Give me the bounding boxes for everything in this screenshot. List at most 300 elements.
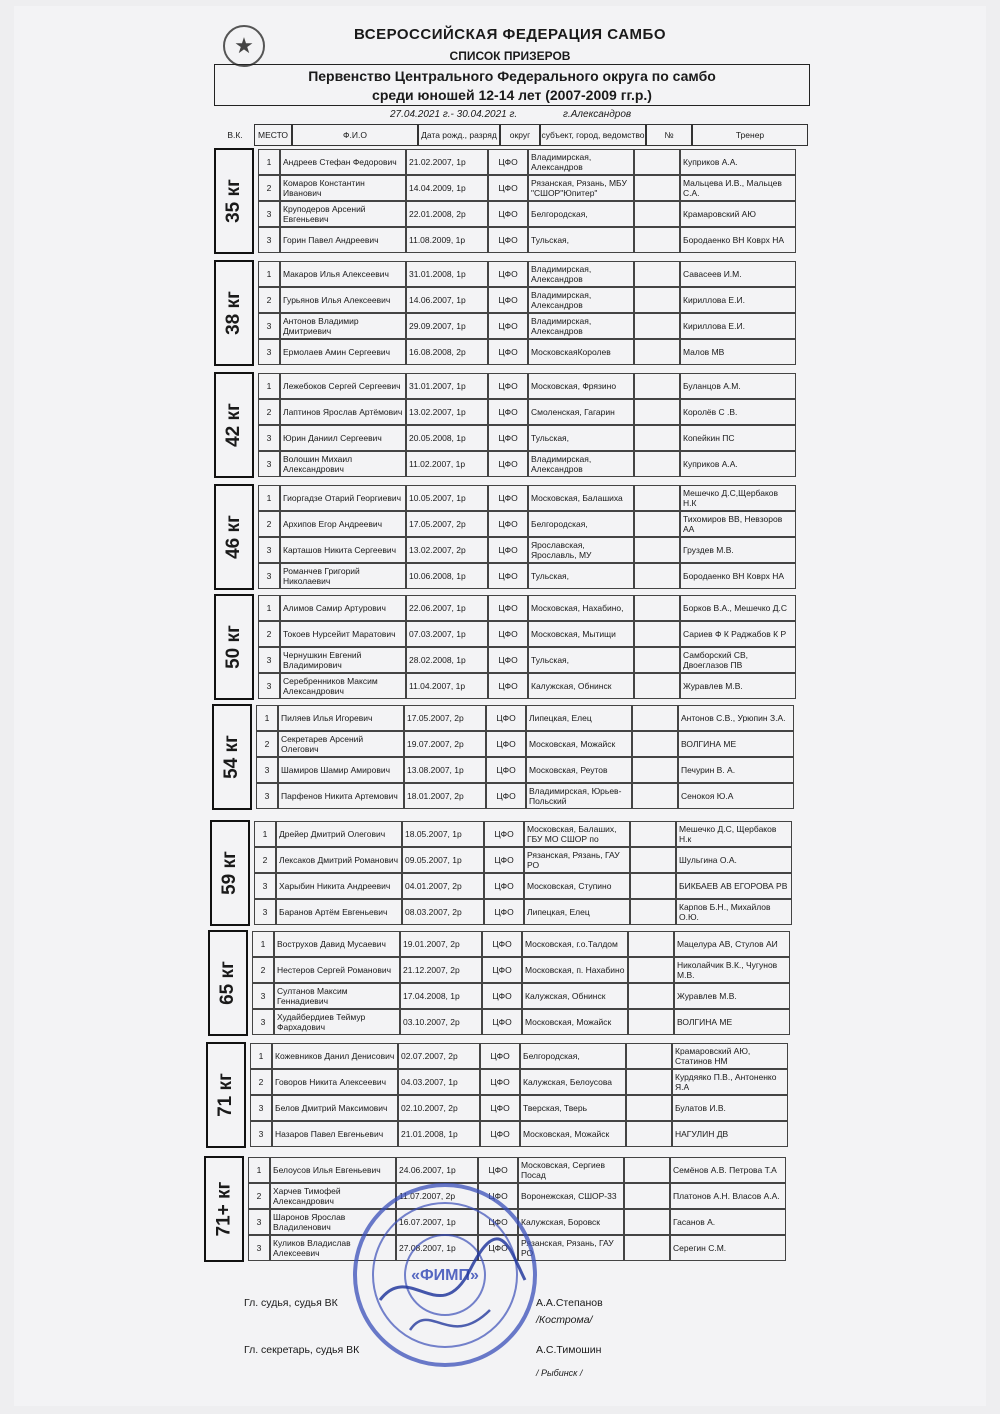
- cell-coach: БИКБАЕВ АВ ЕГОРОВА РВ: [676, 873, 792, 899]
- cell-place: 3: [256, 757, 278, 783]
- cell-coach: Самборский СВ, Двоеглазов ПВ: [680, 647, 796, 673]
- cell-birth-date: 16.08.2008, 2р: [406, 339, 488, 365]
- chief-judge-label: Гл. судья, судья ВК: [244, 1297, 338, 1309]
- cell-subject: Московская, Сергиев Посад: [518, 1157, 624, 1183]
- cell-okrug: ЦФО: [478, 1209, 518, 1235]
- cell-number: [632, 783, 678, 809]
- cell-number: [628, 1009, 674, 1035]
- cell-place: 2: [256, 731, 278, 757]
- cell-birth-date: 04.03.2007, 1р: [398, 1069, 480, 1095]
- cell-subject: Тульская,: [528, 425, 634, 451]
- cell-place: 3: [258, 339, 280, 365]
- weight-category-label: 71+ кг: [213, 1181, 234, 1237]
- cell-place: 3: [248, 1235, 270, 1261]
- weight-category-box: [214, 484, 254, 590]
- cell-number: [634, 563, 680, 589]
- cell-subject: Московская, Реутов: [526, 757, 632, 783]
- cell-number: [624, 1183, 670, 1209]
- cell-number: [634, 673, 680, 699]
- weight-category-box: [208, 930, 248, 1036]
- cell-coach: Бородаенко ВН Коврх НА: [680, 227, 796, 253]
- cell-number: [634, 537, 680, 563]
- cell-coach: Савасеев И.М.: [680, 261, 796, 287]
- cell-fio: Архипов Егор Андреевич: [280, 511, 406, 537]
- cell-place: 1: [258, 149, 280, 175]
- cell-number: [634, 425, 680, 451]
- cell-coach: Гасанов А.: [670, 1209, 786, 1235]
- chief-judge-city: /Кострома/: [536, 1314, 593, 1326]
- cell-coach: Журавлев М.В.: [674, 983, 790, 1009]
- cell-number: [634, 399, 680, 425]
- cell-okrug: ЦФО: [484, 821, 524, 847]
- cell-okrug: ЦФО: [486, 731, 526, 757]
- cell-subject: Владимирская, Александров: [528, 149, 634, 175]
- cell-birth-date: 02.10.2007, 2р: [398, 1095, 480, 1121]
- cell-fio: Гурьянов Илья Алексеевич: [280, 287, 406, 313]
- cell-place: 3: [258, 451, 280, 477]
- cell-subject: Владимирская, Александров: [528, 313, 634, 339]
- competition-dates: 27.04.2021 г.- 30.04.2021 г.: [390, 109, 518, 120]
- cell-subject: Ярославская, Ярославль, МУ: [528, 537, 634, 563]
- cell-okrug: ЦФО: [488, 451, 528, 477]
- cell-place: 2: [258, 287, 280, 313]
- column-header-number: №: [646, 124, 692, 146]
- cell-coach: Шульгина О.А.: [676, 847, 792, 873]
- cell-subject: Московская, Балаших, ГБУ МО СШОР по: [524, 821, 630, 847]
- cell-birth-date: 11.02.2007, 1р: [406, 451, 488, 477]
- cell-subject: Калужская, Обнинск: [522, 983, 628, 1009]
- cell-okrug: ЦФО: [488, 673, 528, 699]
- cell-subject: Московская, Балашиха: [528, 485, 634, 511]
- cell-place: 3: [250, 1121, 272, 1147]
- cell-number: [634, 261, 680, 287]
- cell-fio: Чернушкин Евгений Владимирович: [280, 647, 406, 673]
- cell-coach: Куприков А.А.: [680, 149, 796, 175]
- cell-fio: Гиоргадзе Отарий Георгиевич: [280, 485, 406, 511]
- cell-okrug: ЦФО: [488, 425, 528, 451]
- cell-okrug: ЦФО: [488, 595, 528, 621]
- cell-coach: Журавлев М.В.: [680, 673, 796, 699]
- cell-coach: Куприков А.А.: [680, 451, 796, 477]
- cell-fio: Белоусов Илья Евгеньевич: [270, 1157, 396, 1183]
- cell-place: 3: [258, 673, 280, 699]
- weight-category-label: 42 кг: [223, 403, 244, 447]
- weight-category-box: [206, 1042, 246, 1148]
- cell-birth-date: 29.09.2007, 1р: [406, 313, 488, 339]
- cell-fio: Токоев Нурсейит Маратович: [280, 621, 406, 647]
- cell-subject: Тульская,: [528, 227, 634, 253]
- cell-number: [634, 339, 680, 365]
- cell-number: [626, 1069, 672, 1095]
- cell-okrug: ЦФО: [486, 783, 526, 809]
- cell-number: [634, 595, 680, 621]
- column-header-place: МЕСТО: [254, 124, 292, 146]
- cell-okrug: ЦФО: [488, 227, 528, 253]
- cell-number: [634, 287, 680, 313]
- cell-birth-date: 13.02.2007, 1р: [406, 399, 488, 425]
- cell-coach: Печурин В. А.: [678, 757, 794, 783]
- cell-number: [624, 1157, 670, 1183]
- cell-birth-date: 08.03.2007, 2р: [402, 899, 484, 925]
- cell-fio: Ермолаев Амин Сергеевич: [280, 339, 406, 365]
- cell-coach: Карпов Б.Н., Михайлов О.Ю.: [676, 899, 792, 925]
- cell-place: 3: [258, 313, 280, 339]
- cell-subject: Владимирская, Александров: [528, 287, 634, 313]
- cell-birth-date: 17.04.2008, 1р: [400, 983, 482, 1009]
- cell-fio: Белов Дмитрий Максимович: [272, 1095, 398, 1121]
- cell-subject: Калужская, Боровск: [518, 1209, 624, 1235]
- cell-subject: Владимирская, Александров: [528, 261, 634, 287]
- cell-subject: Владимирская, Александров: [528, 451, 634, 477]
- weight-category-box: [214, 372, 254, 478]
- weight-category-label: 71 кг: [215, 1073, 236, 1117]
- cell-place: 1: [250, 1043, 272, 1069]
- cell-coach: Курдяяко П.В., Антоненко Я.А: [672, 1069, 788, 1095]
- cell-fio: Горин Павел Андреевич: [280, 227, 406, 253]
- cell-okrug: ЦФО: [482, 1009, 522, 1035]
- weight-category-box: [214, 148, 254, 254]
- cell-place: 3: [258, 201, 280, 227]
- cell-okrug: ЦФО: [478, 1235, 518, 1261]
- cell-subject: Белгородская,: [528, 201, 634, 227]
- cell-coach: Буланцов А.М.: [680, 373, 796, 399]
- cell-subject: МосковскаяКоролев: [528, 339, 634, 365]
- cell-okrug: ЦФО: [482, 931, 522, 957]
- cell-coach: Семёнов А.В. Петрова Т.А: [670, 1157, 786, 1183]
- cell-birth-date: 31.01.2007, 1р: [406, 373, 488, 399]
- cell-subject: Московская, Мытищи: [528, 621, 634, 647]
- cell-coach: Малов МВ: [680, 339, 796, 365]
- weight-category-label: 46 кг: [223, 515, 244, 559]
- cell-place: 3: [252, 983, 274, 1009]
- cell-number: [624, 1209, 670, 1235]
- cell-fio: Шаронов Ярослав Владиленович: [270, 1209, 396, 1235]
- sambo-federation-emblem-icon: ★: [223, 25, 265, 67]
- cell-birth-date: 18.05.2007, 1р: [402, 821, 484, 847]
- weight-category-label: 65 кг: [217, 961, 238, 1005]
- competition-title-box: [214, 64, 810, 106]
- cell-okrug: ЦФО: [488, 201, 528, 227]
- cell-place: 1: [258, 373, 280, 399]
- cell-place: 2: [258, 621, 280, 647]
- cell-okrug: ЦФО: [484, 899, 524, 925]
- cell-number: [626, 1043, 672, 1069]
- cell-number: [628, 931, 674, 957]
- cell-number: [634, 485, 680, 511]
- cell-number: [634, 511, 680, 537]
- cell-coach: Сариев Ф К Раджабов К Р: [680, 621, 796, 647]
- cell-fio: Волошин Михаил Александрович: [280, 451, 406, 477]
- cell-subject: Воронежская, СШОР-33: [518, 1183, 624, 1209]
- cell-okrug: ЦФО: [488, 175, 528, 201]
- competition-title-line2: среди юношей 12-14 лет (2007-2009 гг.р.): [372, 87, 652, 103]
- cell-place: 3: [258, 563, 280, 589]
- cell-coach: Мальцева И.В., Мальцев С.А.: [680, 175, 796, 201]
- cell-coach: Крамаровский АЮ: [680, 201, 796, 227]
- cell-fio: Куликов Владислав Алексеевич: [270, 1235, 396, 1261]
- weight-category-label: 54 кг: [221, 735, 242, 779]
- cell-coach: Копейкин ПС: [680, 425, 796, 451]
- cell-fio: Султанов Максим Геннадиевич: [274, 983, 400, 1009]
- cell-okrug: ЦФО: [482, 957, 522, 983]
- cell-okrug: ЦФО: [488, 373, 528, 399]
- cell-okrug: ЦФО: [486, 757, 526, 783]
- cell-number: [634, 201, 680, 227]
- cell-place: 1: [252, 931, 274, 957]
- cell-okrug: ЦФО: [488, 537, 528, 563]
- cell-coach: ВОЛГИНА МЕ: [674, 1009, 790, 1035]
- cell-number: [626, 1121, 672, 1147]
- cell-birth-date: 13.08.2007, 1р: [404, 757, 486, 783]
- cell-fio: Юрин Даниил Сергеевич: [280, 425, 406, 451]
- cell-subject: Липецкая, Елец: [526, 705, 632, 731]
- competition-title-line1: Первенство Центрального Федерального округа по самбо: [308, 68, 716, 84]
- cell-place: 1: [258, 485, 280, 511]
- cell-birth-date: 04.01.2007, 2р: [402, 873, 484, 899]
- cell-birth-date: 20.05.2008, 1р: [406, 425, 488, 451]
- cell-coach: Сенокоя Ю.А: [678, 783, 794, 809]
- cell-fio: Шамиров Шамир Амирович: [278, 757, 404, 783]
- cell-place: 2: [258, 175, 280, 201]
- cell-subject: Московская, г.о.Талдом: [522, 931, 628, 957]
- cell-okrug: ЦФО: [488, 287, 528, 313]
- cell-subject: Рязанская, Рязань, ГАУ РО: [518, 1235, 624, 1261]
- cell-number: [634, 451, 680, 477]
- cell-number: [630, 821, 676, 847]
- cell-okrug: ЦФО: [488, 621, 528, 647]
- cell-coach: Тихомиров ВВ, Невзоров АА: [680, 511, 796, 537]
- cell-place: 3: [250, 1095, 272, 1121]
- cell-coach: Николайчик В.К., Чугунов М.В.: [674, 957, 790, 983]
- column-header-bk: В.К.: [227, 129, 243, 140]
- cell-coach: Мешечко Д.С,Щербаков Н.К: [680, 485, 796, 511]
- cell-birth-date: 21.02.2007, 1р: [406, 149, 488, 175]
- cell-fio: Парфенов Никита Артемович: [278, 783, 404, 809]
- cell-coach: Груздев М.В.: [680, 537, 796, 563]
- cell-coach: Королёв С .В.: [680, 399, 796, 425]
- weight-category-label: 35 кг: [223, 179, 244, 223]
- weight-category-label: 38 кг: [223, 291, 244, 335]
- cell-coach: НАГУЛИН ДВ: [672, 1121, 788, 1147]
- cell-number: [630, 899, 676, 925]
- cell-birth-date: 07.03.2007, 1р: [406, 621, 488, 647]
- weight-category-label: 50 кг: [223, 625, 244, 669]
- cell-subject: Тверская, Тверь: [520, 1095, 626, 1121]
- cell-okrug: ЦФО: [478, 1183, 518, 1209]
- cell-fio: Комаров Константин Иванович: [280, 175, 406, 201]
- cell-birth-date: 17.05.2007, 2р: [404, 705, 486, 731]
- cell-subject: Московская, Нахабино,: [528, 595, 634, 621]
- cell-birth-date: 22.01.2008, 2р: [406, 201, 488, 227]
- cell-fio: Вострухов Давид Мусаевич: [274, 931, 400, 957]
- cell-fio: Карташов Никита Сергеевич: [280, 537, 406, 563]
- cell-okrug: ЦФО: [488, 647, 528, 673]
- cell-okrug: ЦФО: [480, 1121, 520, 1147]
- cell-place: 2: [258, 399, 280, 425]
- cell-birth-date: 22.06.2007, 1р: [406, 595, 488, 621]
- cell-birth-date: 14.06.2007, 1р: [406, 287, 488, 313]
- cell-place: 2: [248, 1183, 270, 1209]
- cell-birth-date: 27.08.2007, 1р: [396, 1235, 478, 1261]
- seal-center-text: «ФИМП»: [411, 1267, 479, 1284]
- cell-birth-date: 09.05.2007, 1р: [402, 847, 484, 873]
- weight-category-label: 59 кг: [219, 851, 240, 895]
- cell-place: 3: [258, 537, 280, 563]
- cell-okrug: ЦФО: [486, 705, 526, 731]
- cell-birth-date: 28.02.2008, 1р: [406, 647, 488, 673]
- cell-fio: Харчев Тимофей Александрович: [270, 1183, 396, 1209]
- cell-place: 2: [254, 847, 276, 873]
- cell-subject: Смоленская, Гагарин: [528, 399, 634, 425]
- cell-number: [626, 1095, 672, 1121]
- cell-fio: Говоров Никита Алексеевич: [272, 1069, 398, 1095]
- cell-okrug: ЦФО: [484, 873, 524, 899]
- cell-place: 3: [258, 647, 280, 673]
- cell-fio: Антонов Владимир Дмитриевич: [280, 313, 406, 339]
- cell-subject: Московская, Можайск: [520, 1121, 626, 1147]
- cell-okrug: ЦФО: [488, 485, 528, 511]
- cell-subject: Белгородская,: [520, 1043, 626, 1069]
- weight-category-box: [214, 594, 254, 700]
- cell-birth-date: 10.05.2007, 1р: [406, 485, 488, 511]
- cell-number: [634, 313, 680, 339]
- cell-okrug: ЦФО: [480, 1069, 520, 1095]
- chief-secretary-label: Гл. секретарь, судья ВК: [244, 1344, 360, 1356]
- cell-coach: Борков В.А., Мешечко Д.С: [680, 595, 796, 621]
- cell-subject: Московская, Фрязино: [528, 373, 634, 399]
- cell-fio: Секретарев Арсений Олегович: [278, 731, 404, 757]
- cell-birth-date: 24.06.2007, 1р: [396, 1157, 478, 1183]
- cell-subject: Владимирская, Юрьев-Польский: [526, 783, 632, 809]
- cell-number: [632, 705, 678, 731]
- cell-number: [634, 621, 680, 647]
- cell-place: 3: [256, 783, 278, 809]
- cell-place: 2: [250, 1069, 272, 1095]
- cell-fio: Лексаков Дмитрий Романович: [276, 847, 402, 873]
- cell-place: 3: [248, 1209, 270, 1235]
- cell-birth-date: 13.02.2007, 2р: [406, 537, 488, 563]
- cell-place: 2: [252, 957, 274, 983]
- cell-place: 1: [248, 1157, 270, 1183]
- cell-birth-date: 19.07.2007, 2р: [404, 731, 486, 757]
- cell-place: 1: [258, 261, 280, 287]
- weight-category-box: [212, 704, 252, 810]
- cell-fio: Лежебоков Сергей Сергеевич: [280, 373, 406, 399]
- cell-coach: ВОЛГИНА МЕ: [678, 731, 794, 757]
- cell-coach: Кириллова Е.И.: [680, 313, 796, 339]
- cell-fio: Пиляев Илья Игоревич: [278, 705, 404, 731]
- cell-birth-date: 17.05.2007, 2р: [406, 511, 488, 537]
- cell-number: [634, 149, 680, 175]
- list-title: СПИСОК ПРИЗЕРОВ: [449, 49, 571, 63]
- cell-coach: Кириллова Е.И.: [680, 287, 796, 313]
- column-header-okrug: округ: [500, 124, 540, 146]
- column-header-birth: Дата рожд., разряд: [418, 124, 500, 146]
- cell-fio: Круподеров Арсений Евгеньевич: [280, 201, 406, 227]
- cell-subject: Белгородская,: [528, 511, 634, 537]
- cell-birth-date: 11.04.2007, 1р: [406, 673, 488, 699]
- cell-subject: Московская, Ступино: [524, 873, 630, 899]
- cell-fio: Нестеров Сергей Романович: [274, 957, 400, 983]
- chief-secretary-city: / Рыбинск /: [536, 1368, 583, 1378]
- cell-subject: Рязанская, Рязань, ГАУ РО: [524, 847, 630, 873]
- cell-coach: Булатов И.В.: [672, 1095, 788, 1121]
- cell-fio: Назаров Павел Евгеньевич: [272, 1121, 398, 1147]
- cell-fio: Баранов Артём Евгеньевич: [276, 899, 402, 925]
- cell-birth-date: 14.04.2009, 1р: [406, 175, 488, 201]
- cell-coach: Бородаенко ВН Коврх НА: [680, 563, 796, 589]
- cell-birth-date: 02.07.2007, 2р: [398, 1043, 480, 1069]
- cell-place: 3: [252, 1009, 274, 1035]
- cell-number: [634, 373, 680, 399]
- cell-okrug: ЦФО: [488, 511, 528, 537]
- cell-okrug: ЦФО: [484, 847, 524, 873]
- cell-number: [628, 957, 674, 983]
- cell-subject: Липецкая, Елец: [524, 899, 630, 925]
- cell-place: 1: [254, 821, 276, 847]
- cell-place: 1: [258, 595, 280, 621]
- cell-place: 3: [254, 899, 276, 925]
- cell-place: 3: [254, 873, 276, 899]
- cell-birth-date: 18.01.2007, 2р: [404, 783, 486, 809]
- cell-okrug: ЦФО: [488, 313, 528, 339]
- cell-fio: Харыбин Никита Андреевич: [276, 873, 402, 899]
- cell-subject: Калужская, Обнинск: [528, 673, 634, 699]
- cell-subject: Московская, Можайск: [526, 731, 632, 757]
- cell-place: 3: [258, 425, 280, 451]
- cell-fio: Алимов Самир Артурович: [280, 595, 406, 621]
- cell-subject: Тульская,: [528, 563, 634, 589]
- cell-fio: Кожевников Данил Денисович: [272, 1043, 398, 1069]
- cell-coach: Антонов С.В., Урюпин З.А.: [678, 705, 794, 731]
- cell-subject: Рязанская, Рязань, МБУ "СШОР"Юпитер": [528, 175, 634, 201]
- column-header-fio: Ф.И.О: [292, 124, 418, 146]
- cell-place: 1: [256, 705, 278, 731]
- chief-secretary-name: А.С.Тимошин: [536, 1344, 602, 1356]
- cell-fio: Лаптинов Ярослав Артёмович: [280, 399, 406, 425]
- cell-birth-date: 10.06.2008, 1р: [406, 563, 488, 589]
- column-header-coach: Тренер: [692, 124, 808, 146]
- cell-fio: Андреев Стефан Федорович: [280, 149, 406, 175]
- cell-subject: Калужская, Белоусова: [520, 1069, 626, 1095]
- cell-okrug: ЦФО: [480, 1095, 520, 1121]
- cell-number: [630, 847, 676, 873]
- cell-coach: Крамаровский АЮ, Статинов НМ: [672, 1043, 788, 1069]
- cell-coach: Платонов А.Н. Власов А.А.: [670, 1183, 786, 1209]
- cell-birth-date: 21.01.2008, 1р: [398, 1121, 480, 1147]
- cell-fio: Худайбердиев Теймур Фархадович: [274, 1009, 400, 1035]
- cell-number: [624, 1235, 670, 1261]
- cell-okrug: ЦФО: [482, 983, 522, 1009]
- cell-birth-date: 21.12.2007, 2р: [400, 957, 482, 983]
- cell-number: [630, 873, 676, 899]
- weight-category-box: [214, 260, 254, 366]
- cell-okrug: ЦФО: [488, 563, 528, 589]
- weight-category-box: [210, 820, 250, 926]
- cell-fio: Дрейер Дмитрий Олегович: [276, 821, 402, 847]
- cell-birth-date: 03.10.2007, 2р: [400, 1009, 482, 1035]
- cell-number: [632, 731, 678, 757]
- cell-fio: Серебренников Максим Александрович: [280, 673, 406, 699]
- cell-place: 3: [258, 227, 280, 253]
- cell-birth-date: 19.01.2007, 2р: [400, 931, 482, 957]
- column-header-subject: субъект, город, ведомство: [540, 124, 646, 146]
- cell-number: [634, 175, 680, 201]
- cell-number: [632, 757, 678, 783]
- competition-city: г.Александров: [563, 109, 632, 120]
- cell-okrug: ЦФО: [488, 339, 528, 365]
- cell-fio: Макаров Илья Алексеевич: [280, 261, 406, 287]
